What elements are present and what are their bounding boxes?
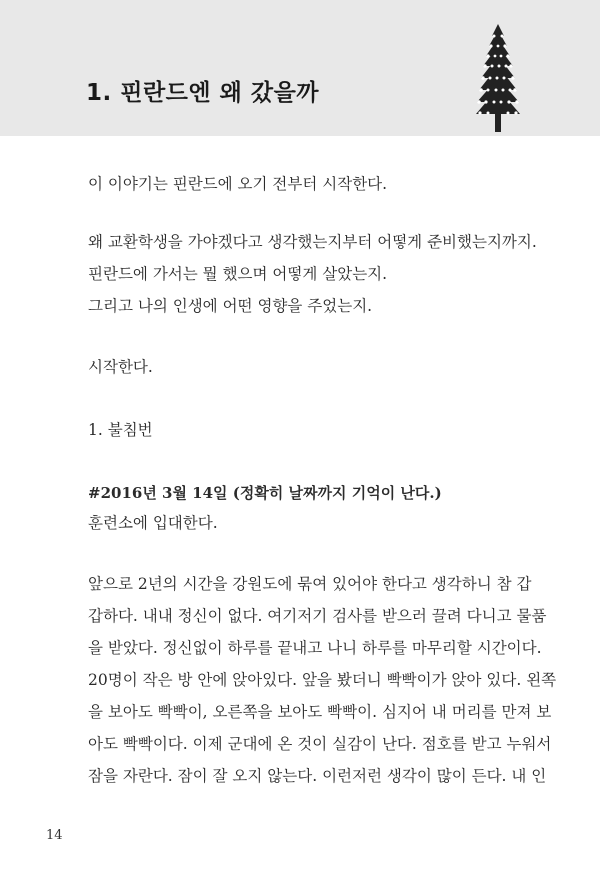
section-heading: 1. 불침번 (88, 421, 153, 439)
body-line: 갑하다. 내내 정신이 없다. 여기저기 검사를 받으러 끌려 다니고 물품 (88, 607, 547, 625)
body-line: 20명이 작은 방 안에 앉아있다. 앞을 봤더니 빡빡이가 앉아 있다. 왼쪽 (88, 671, 557, 689)
pine-tree-icon (470, 22, 526, 134)
first-line: 훈련소에 입대한다. (88, 514, 218, 532)
intro-paragraph-1: 이 이야기는 핀란드에 오기 전부터 시작한다. (88, 175, 388, 193)
date-line: #2016년 3월 14일 (정확히 날짜까지 기억이 난다.) (88, 484, 442, 502)
intro-line: 그리고 나의 인생에 어떤 영향을 주었는지. (88, 297, 373, 315)
intro-paragraph-3: 시작한다. (88, 358, 153, 376)
body-line: 을 받았다. 정신없이 하루를 끝내고 나니 하루를 마무리할 시간이다. (88, 639, 542, 657)
chapter-header (0, 0, 600, 136)
body-line: 을 보아도 빡빡이, 오른쪽을 보아도 빡빡이. 심지어 내 머리를 만져 보 (88, 703, 552, 721)
page-number: 14 (46, 828, 63, 843)
intro-line: 핀란드에 가서는 뭘 했으며 어떻게 살았는지. (88, 265, 388, 283)
body-line: 아도 빡빡이다. 이제 군대에 온 것이 실감이 난다. 점호를 받고 누워서 (88, 735, 552, 753)
body-line: 잠을 자란다. 잠이 잘 오지 않는다. 이런저런 생각이 많이 든다. 내 인 (88, 767, 547, 785)
chapter-title: 1. 핀란드엔 왜 갔을까 (86, 80, 320, 106)
intro-line: 왜 교환학생을 가야겠다고 생각했는지부터 어떻게 준비했는지까지. (88, 233, 537, 251)
body-line: 앞으로 2년의 시간을 강원도에 묶여 있어야 한다고 생각하니 참 갑 (88, 575, 532, 593)
